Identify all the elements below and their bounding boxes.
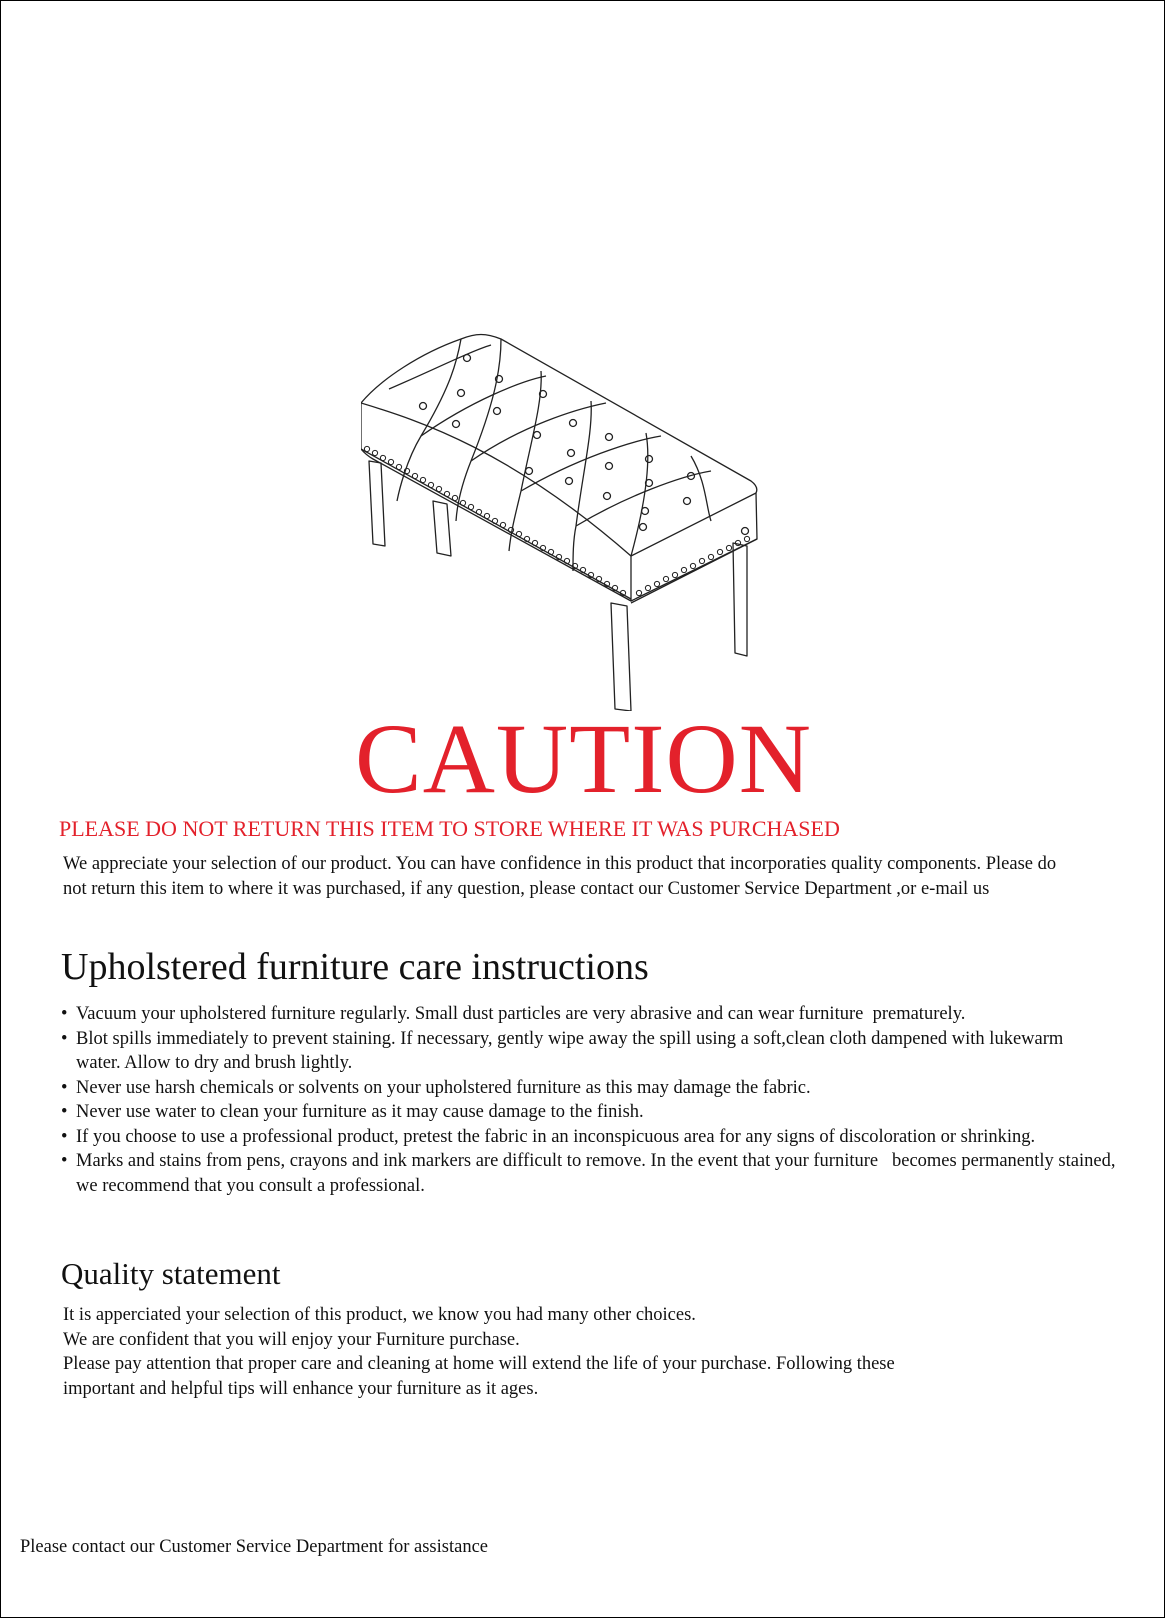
list-item — [61, 1149, 1126, 1198]
quality-line: Please pay attention that proper care and cleaning at home will extend the life of your purchase. Following these — [63, 1354, 895, 1374]
quality-line: We are confident that you will enjoy your Furniture purchase. — [63, 1329, 520, 1350]
quality-line: important and helpful tips will enhance your furniture as it ages. — [63, 1378, 539, 1399]
intro-paragraph: We appreciate your selection of our product. You can have confidence in this product that incorporaties quality components. Please do not return this item to where it was purchased, if any question, please contact our Customer Service Department ,or e-mail us — [63, 854, 1057, 899]
list-item — [61, 1100, 1141, 1125]
list-item-text: Never use water to clean your furniture as it may cause damage to the finish. — [76, 1102, 644, 1122]
bullet-icon: • — [61, 1102, 68, 1122]
care-instructions-list — [61, 1002, 1141, 1198]
quality-line: It is apperciated your selection of this product, we know you had many other choices. — [63, 1305, 696, 1325]
list-item-text: Blot spills immediately to prevent staining. If necessary, gently wipe away the spill using a soft,clean cloth dampened with lukewarm water. Allow to dry and brush lightly. — [76, 1028, 1068, 1073]
bullet-icon: • — [61, 1004, 68, 1024]
list-item-text: Marks and stains from pens, crayons and ink markers are difficult to remove. In the event that your furniture becomes permanently stained, we recommend that you consult a professional. — [76, 1151, 1121, 1196]
list-item — [61, 1002, 1141, 1027]
bullet-icon: • — [61, 1126, 68, 1147]
caution-subtitle: PLEASE DO NOT RETURN THIS ITEM TO STORE WHERE IT WAS PURCHASED — [59, 816, 840, 841]
bullet-icon: • — [61, 1151, 68, 1171]
list-item — [61, 1076, 1141, 1101]
bullet-icon: • — [61, 1077, 68, 1098]
quality-statement-text — [63, 1303, 1063, 1401]
list-item-text: If you choose to use a professional product, pretest the fabric in an inconspicuous area for any signs of discoloration or shrinking. — [76, 1126, 1036, 1147]
tufted-bench-illustration — [361, 331, 781, 711]
caution-title: CAUTION — [355, 703, 812, 814]
list-item-text: Never use harsh chemicals or solvents on your upholstered furniture as this may damage the fabric. — [76, 1077, 811, 1098]
bullet-icon: • — [61, 1028, 68, 1049]
footer-contact-note: Please contact our Customer Service Department for assistance — [20, 1537, 488, 1557]
list-item — [61, 1027, 1081, 1076]
quality-statement-heading: Quality statement — [61, 1256, 281, 1291]
list-item-text: Vacuum your upholstered furniture regularly. Small dust particles are very abrasive and can wear furniture prematurely. — [76, 1004, 966, 1024]
list-item — [61, 1125, 1076, 1150]
care-instructions-heading: Upholstered furniture care instructions — [61, 946, 649, 988]
